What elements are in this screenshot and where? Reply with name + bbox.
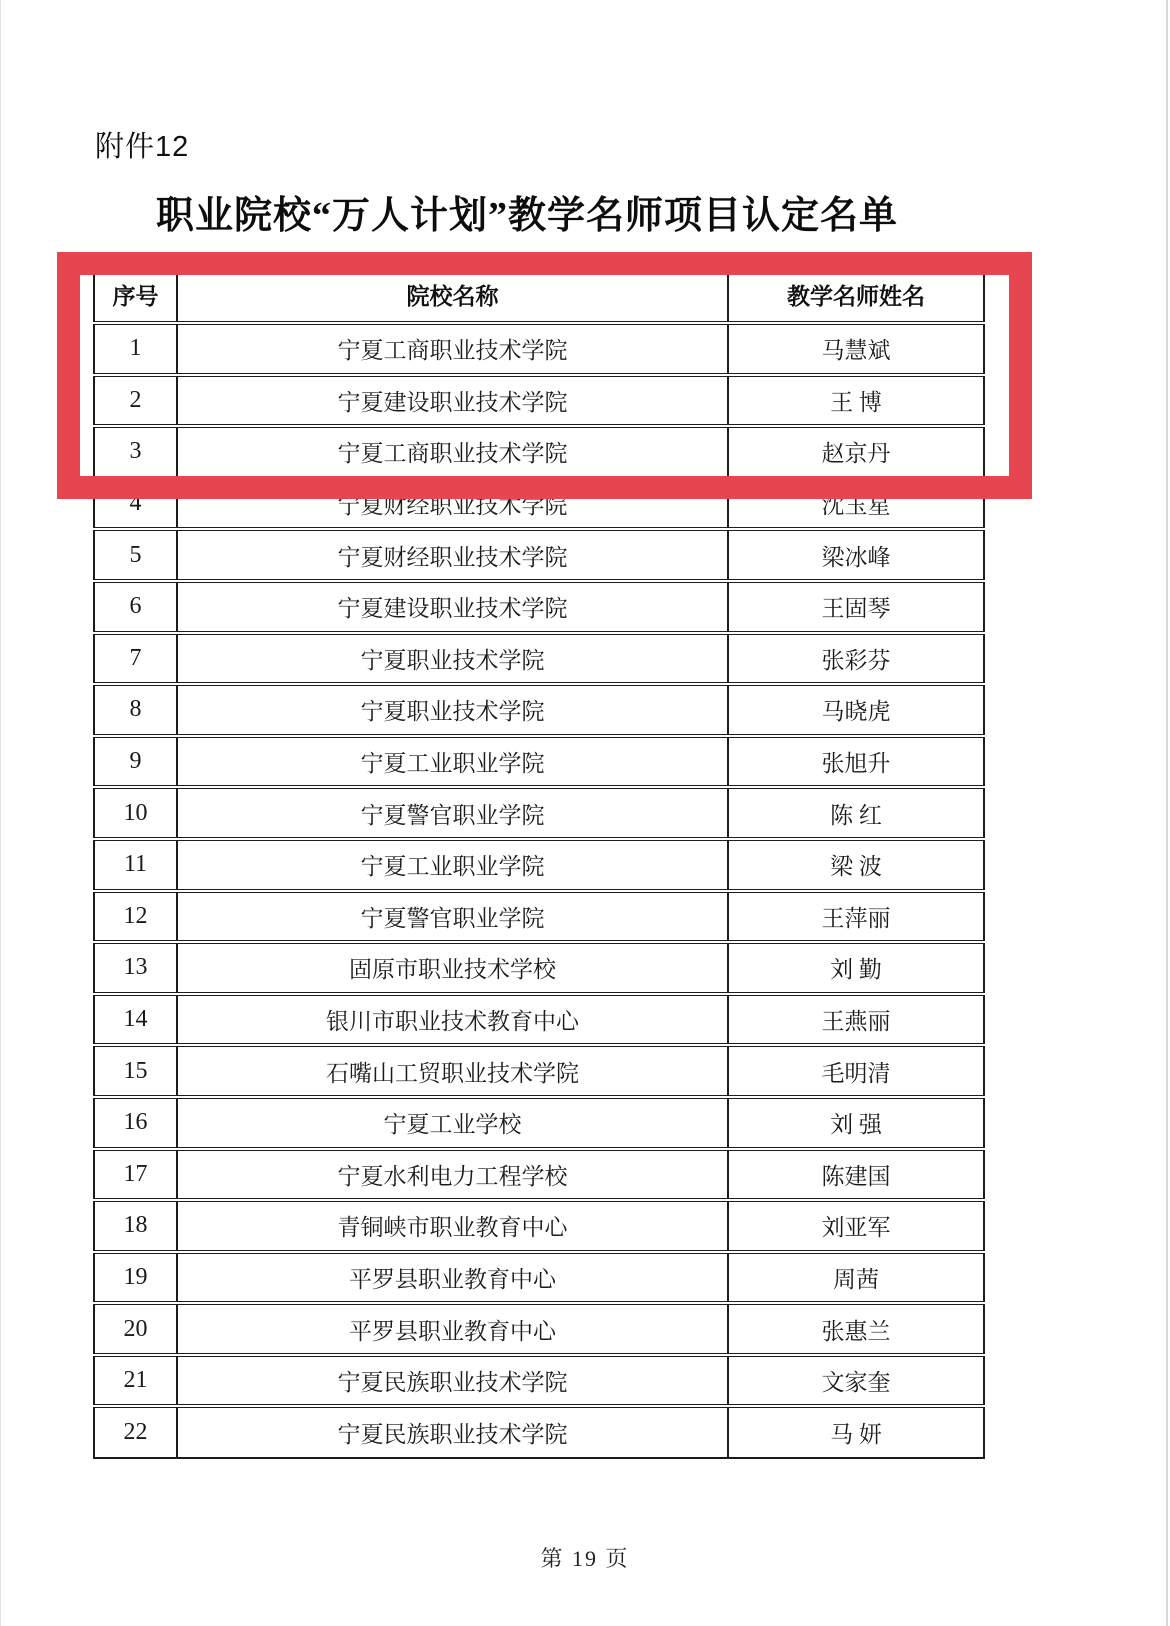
teacher-cell: 张旭升: [728, 736, 984, 788]
serial-cell: 13: [94, 942, 177, 994]
teacher-cell: 张惠兰: [728, 1303, 984, 1355]
teacher-cell: 王 博: [728, 375, 984, 427]
table-row: [94, 1406, 984, 1458]
school-cell: 宁夏警官职业学院: [177, 891, 728, 943]
teacher-cell: 周茜: [728, 1252, 984, 1304]
teacher-cell: 马慧斌: [728, 323, 984, 375]
teacher-cell: 陈建国: [728, 1149, 984, 1201]
school-cell: 宁夏职业技术学院: [177, 633, 728, 685]
serial-cell: 3: [94, 426, 177, 478]
school-cell: 宁夏工商职业技术学院: [177, 323, 728, 375]
teacher-cell: 陈 红: [728, 787, 984, 839]
table-row: [94, 684, 984, 736]
table-row: [94, 994, 984, 1046]
school-cell: 宁夏警官职业学院: [177, 787, 728, 839]
table-row: [94, 1200, 984, 1252]
teacher-cell: 文家奎: [728, 1355, 984, 1407]
table-row: [94, 426, 984, 478]
table-row: [94, 942, 984, 994]
teacher-cell: 王燕丽: [728, 994, 984, 1046]
page-right-edge: [1166, 0, 1168, 1626]
serial-cell: 20: [94, 1303, 177, 1355]
table-row: [94, 736, 984, 788]
serial-cell: 12: [94, 891, 177, 943]
serial-cell: 6: [94, 581, 177, 633]
table-row: [94, 478, 984, 530]
column-header-school: 院校名称: [177, 267, 728, 323]
table-row: [94, 839, 984, 891]
serial-cell: 15: [94, 1045, 177, 1097]
school-cell: 宁夏水利电力工程学校: [177, 1149, 728, 1201]
serial-cell: 19: [94, 1252, 177, 1304]
serial-cell: 7: [94, 633, 177, 685]
teacher-cell: 梁冰峰: [728, 529, 984, 581]
teacher-cell: 马 妍: [728, 1406, 984, 1458]
teacher-cell: 刘 强: [728, 1097, 984, 1149]
serial-cell: 10: [94, 787, 177, 839]
table-row: [94, 529, 984, 581]
serial-cell: 14: [94, 994, 177, 1046]
school-cell: 宁夏财经职业技术学院: [177, 478, 728, 530]
table-row: [94, 891, 984, 943]
school-cell: 宁夏职业技术学院: [177, 684, 728, 736]
serial-cell: 22: [94, 1406, 177, 1458]
school-cell: 宁夏工业职业学院: [177, 736, 728, 788]
table-row: [94, 323, 984, 375]
table-row: [94, 1045, 984, 1097]
serial-cell: 5: [94, 529, 177, 581]
page-number: 第 19 页: [540, 1546, 630, 1571]
table-body: [94, 323, 984, 1458]
table-row: [94, 787, 984, 839]
serial-cell: 1: [94, 323, 177, 375]
school-cell: 宁夏民族职业技术学院: [177, 1406, 728, 1458]
teacher-cell: 马晓虎: [728, 684, 984, 736]
school-cell: 石嘴山工贸职业技术学院: [177, 1045, 728, 1097]
serial-cell: 9: [94, 736, 177, 788]
school-cell: 宁夏工商职业技术学院: [177, 426, 728, 478]
school-cell: 宁夏财经职业技术学院: [177, 529, 728, 581]
table-row: [94, 581, 984, 633]
school-cell: 宁夏建设职业技术学院: [177, 581, 728, 633]
school-cell: 宁夏工业学校: [177, 1097, 728, 1149]
serial-cell: 8: [94, 684, 177, 736]
table-row: [94, 1149, 984, 1201]
page-left-edge: [0, 0, 1, 1626]
page-title: 职业院校“万人计划”教学名师项目认定名单: [155, 195, 898, 237]
teacher-cell: 梁 波: [728, 839, 984, 891]
school-cell: 平罗县职业教育中心: [177, 1252, 728, 1304]
school-cell: 固原市职业技术学校: [177, 942, 728, 994]
serial-cell: 16: [94, 1097, 177, 1149]
teacher-cell: 刘亚军: [728, 1200, 984, 1252]
school-cell: 青铜峡市职业教育中心: [177, 1200, 728, 1252]
teacher-cell: 沈玉星: [728, 478, 984, 530]
table-row: [94, 1252, 984, 1304]
table-header: [94, 267, 984, 323]
serial-cell: 18: [94, 1200, 177, 1252]
teacher-cell: 赵京丹: [728, 426, 984, 478]
serial-cell: 4: [94, 478, 177, 530]
teacher-cell: 王萍丽: [728, 891, 984, 943]
teacher-cell: 张彩芬: [728, 633, 984, 685]
school-cell: 宁夏民族职业技术学院: [177, 1355, 728, 1407]
table-row: [94, 633, 984, 685]
school-cell: 银川市职业技术教育中心: [177, 994, 728, 1046]
table-row: [94, 375, 984, 427]
table-row: [94, 1355, 984, 1407]
serial-cell: 2: [94, 375, 177, 427]
serial-cell: 17: [94, 1149, 177, 1201]
school-cell: 宁夏建设职业技术学院: [177, 375, 728, 427]
school-cell: 宁夏工业职业学院: [177, 839, 728, 891]
table-row: [94, 1097, 984, 1149]
teacher-cell: 王固琴: [728, 581, 984, 633]
serial-cell: 21: [94, 1355, 177, 1407]
column-header-serial: 序号: [94, 267, 177, 323]
header-row: [94, 267, 984, 323]
serial-cell: 11: [94, 839, 177, 891]
teacher-roster-table: [93, 266, 985, 1459]
column-header-teacher: 教学名师姓名: [728, 267, 984, 323]
school-cell: 平罗县职业教育中心: [177, 1303, 728, 1355]
teacher-cell: 毛明清: [728, 1045, 984, 1097]
table-row: [94, 1303, 984, 1355]
attachment-label: 附件12: [95, 131, 190, 163]
teacher-cell: 刘 勤: [728, 942, 984, 994]
